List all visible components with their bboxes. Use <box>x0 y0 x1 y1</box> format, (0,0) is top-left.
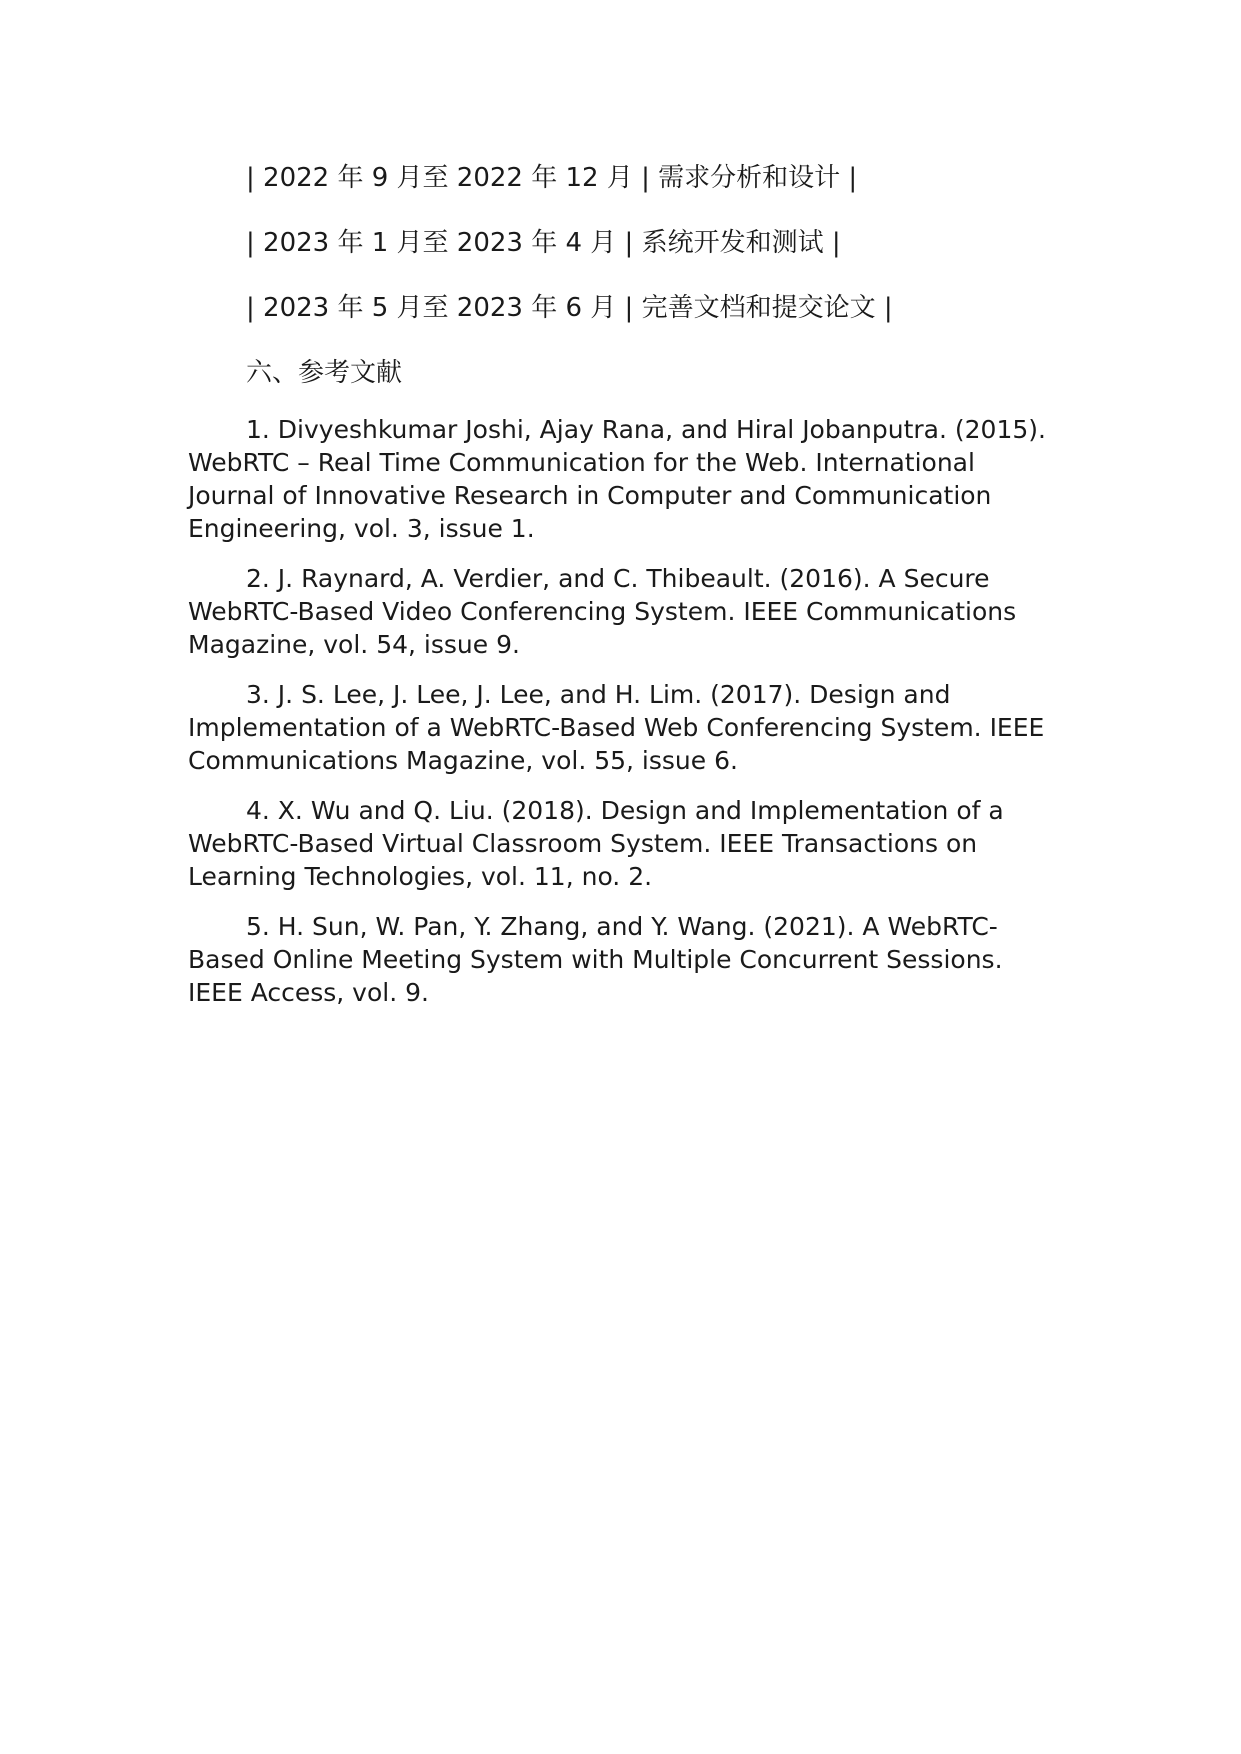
reference-item: 4. X. Wu and Q. Liu. (2018). Design and Implementation of a WebRTC-Based Virtual Classroom System. IEEE Transactions on Learning Technologies, vol. 11, no. 2. <box>188 796 1004 891</box>
schedule-row: | 2023 年 1 月至 2023 年 4 月 | 系统开发和测试 | <box>246 228 841 258</box>
schedule-row: | 2023 年 5 月至 2023 年 6 月 | 完善文档和提交论文 | <box>246 293 893 323</box>
reference-item: 3. J. S. Lee, J. Lee, J. Lee, and H. Lim. (2017). Design and Implementation of a WebRTC-Based Web Conferencing System. IEEE Communications Magazine, vol. 55, issue 6. <box>188 680 1045 775</box>
reference-item: 5. H. Sun, W. Pan, Y. Zhang, and Y. Wang. (2021). A WebRTC-Based Online Meeting System with Multiple Concurrent Sessions. IEEE Access, vol. 9. <box>188 912 1003 1007</box>
page-content <box>188 160 1058 1026</box>
schedule-row: | 2022 年 9 月至 2022 年 12 月 | 需求分析和设计 | <box>246 163 858 193</box>
reference-item: 2. J. Raynard, A. Verdier, and C. Thibeault. (2016). A Secure WebRTC-Based Video Conferencing System. IEEE Communications Magazine, vol. 54, issue 9. <box>188 564 1017 659</box>
reference-item: 1. Divyeshkumar Joshi, Ajay Rana, and Hiral Jobanputra. (2015). WebRTC – Real Time Communication for the Web. International Journal of Innovative Research in Computer and Communication Engineering, vol. 3, issue 1. <box>188 415 1046 543</box>
references-heading: 六、参考文献 <box>246 358 403 388</box>
